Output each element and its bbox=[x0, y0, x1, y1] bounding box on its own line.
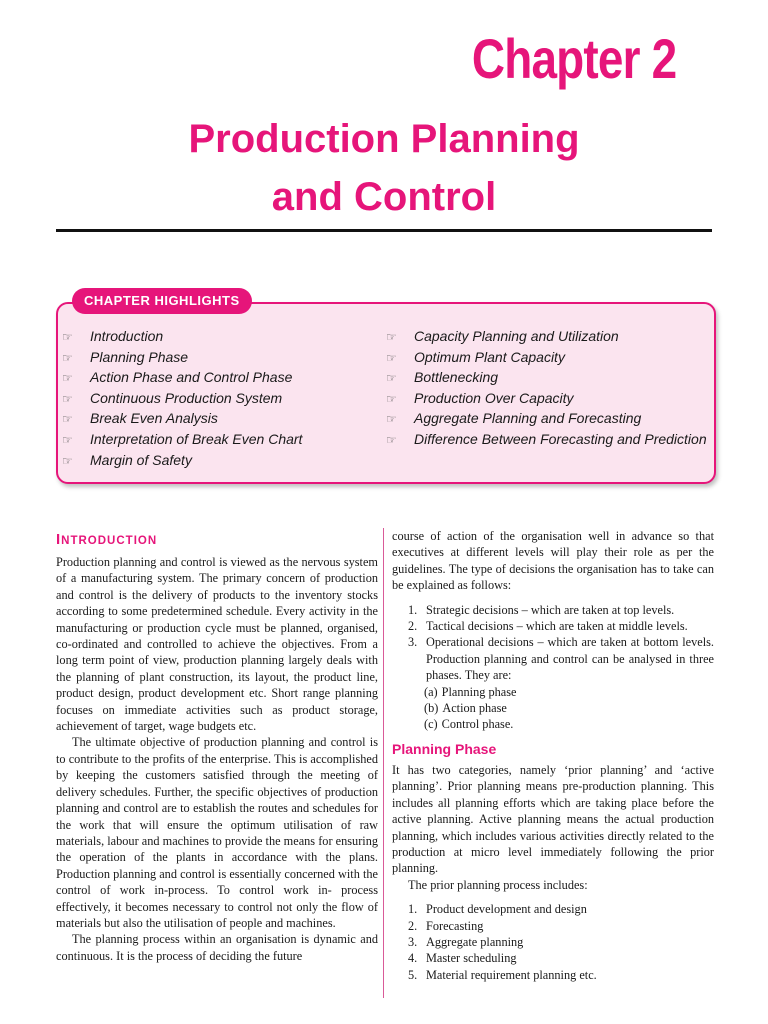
list-item bbox=[392, 918, 714, 934]
list-item bbox=[392, 950, 714, 966]
highlight-item-label: Production Over Capacity bbox=[414, 389, 574, 406]
list-item bbox=[392, 934, 714, 950]
list-item bbox=[392, 684, 714, 700]
list-item-text: Product development and design bbox=[426, 902, 587, 917]
intro-paragraph-1: Production planning and control is viewed as the nervous system of a manufacturing system. The primary concern of production and control is the delivery of products to the inventory stocks according to some predetermined schedule. Every activity in the manufacturing or production cycle must be planned, organised, co-ordinated and controlled to achieve the objectives. From a long term point of view, production planning largely deals with the planning of plant construction, its layout, the product line, product design, product development etc. Short range planning focuses on immediate activities such as product storage, achievement of target, wage budgets etc. bbox=[56, 555, 378, 734]
list-item-text: Strategic decisions – which are taken at top levels. bbox=[426, 602, 675, 617]
title-rule bbox=[56, 229, 712, 232]
highlight-item bbox=[62, 388, 302, 409]
list-item-text: Master scheduling bbox=[426, 951, 517, 966]
highlight-item bbox=[62, 367, 302, 388]
prior-planning-list bbox=[392, 901, 714, 983]
right-column bbox=[392, 528, 714, 983]
pointing-hand-icon: ☞ bbox=[386, 432, 397, 447]
pointing-hand-icon: ☞ bbox=[62, 350, 73, 365]
list-item bbox=[392, 700, 714, 716]
highlight-item bbox=[386, 367, 707, 388]
list-marker: 1. bbox=[408, 902, 418, 917]
highlight-item bbox=[386, 326, 707, 347]
list-marker: 2. bbox=[408, 918, 418, 933]
highlight-item bbox=[62, 326, 302, 347]
list-item bbox=[392, 967, 714, 983]
highlight-item-label: Difference Between Forecasting and Prediction bbox=[414, 430, 707, 447]
pointing-hand-icon: ☞ bbox=[386, 330, 397, 344]
list-item-text: Forecasting bbox=[426, 918, 484, 933]
introduction-heading: INTRODUCTION bbox=[56, 531, 158, 548]
list-marker: 3. bbox=[408, 635, 418, 650]
phases-list bbox=[392, 684, 714, 733]
chapter-title bbox=[0, 110, 768, 226]
planning-paragraph-1: It has two categories, namely ‘prior planning’ and ‘active planning’. Prior planning means pre-production planning. This includes all planning efforts which are taking place before the active planning. Active planning means the actual production planning, which includes various activities directly related to the production at micro level immediately following the prior planning. bbox=[392, 762, 714, 876]
left-column bbox=[56, 528, 378, 964]
list-item-text: Planning phase bbox=[441, 684, 517, 699]
pointing-hand-icon: ☞ bbox=[386, 412, 397, 427]
intro-paragraph-2: The ultimate objective of production planning and control is to contribute to the profits of the enterprise. This is accomplished by keeping the customers satisfied through the meeting of delivery schedules. Further, the specific objectives of production planning and control are to establish the routes and schedules for the work that will ensure the optimum utilisation of raw materials, labour and machines to provide the means for ensuring the operation of the plants in accordance with the plans. Production planning and control is essentially concerned with the control of work in-process. To control work in- process effectively, it becomes necessary to control not only the flow of materials but also the utilisation of people and machines. bbox=[56, 735, 378, 930]
pointing-hand-icon: ☞ bbox=[62, 453, 73, 468]
intro-paragraph-3: The planning process within an organisation is dynamic and continuous. It is the process of deciding the future bbox=[56, 932, 378, 963]
list-item bbox=[392, 634, 714, 683]
list-marker: 1. bbox=[408, 602, 418, 617]
highlight-item-label: Break Even Analysis bbox=[90, 410, 218, 427]
highlight-item-label: Optimum Plant Capacity bbox=[414, 348, 565, 365]
highlights-right-list bbox=[386, 326, 707, 450]
highlight-item-label: Action Phase and Control Phase bbox=[90, 369, 293, 386]
list-item bbox=[392, 618, 714, 634]
chapter-highlights-heading: CHAPTER HIGHLIGHTS bbox=[72, 288, 252, 314]
highlight-item-label: Capacity Planning and Utilization bbox=[414, 328, 619, 344]
highlight-item bbox=[62, 347, 302, 368]
pointing-hand-icon: ☞ bbox=[62, 412, 73, 427]
highlight-item bbox=[386, 388, 707, 409]
highlight-item-label: Continuous Production System bbox=[90, 389, 283, 406]
highlights-left-list bbox=[62, 326, 302, 470]
highlight-item bbox=[386, 429, 707, 450]
highlight-item bbox=[386, 347, 707, 368]
list-marker: 4. bbox=[408, 951, 418, 966]
list-marker: 3. bbox=[408, 934, 418, 949]
highlight-item bbox=[62, 450, 302, 471]
planning-phase-heading: Planning Phase bbox=[392, 740, 497, 757]
pointing-hand-icon: ☞ bbox=[386, 371, 397, 386]
column-divider bbox=[383, 528, 384, 998]
highlight-item-label: Introduction bbox=[90, 328, 164, 344]
highlight-item-label: Margin of Safety bbox=[90, 451, 192, 468]
pointing-hand-icon: ☞ bbox=[386, 391, 397, 406]
highlight-item-label: Bottlenecking bbox=[414, 369, 499, 386]
list-item-text: Action phase bbox=[442, 701, 507, 716]
highlight-item-label: Aggregate Planning and Forecasting bbox=[414, 410, 642, 427]
highlight-item bbox=[62, 408, 302, 429]
planning-paragraph-2: The prior planning process includes: bbox=[408, 877, 588, 892]
highlight-item bbox=[386, 408, 707, 429]
decisions-list bbox=[392, 602, 714, 684]
list-marker: (b) bbox=[424, 701, 439, 716]
list-item-text: Aggregate planning bbox=[426, 934, 524, 949]
pointing-hand-icon: ☞ bbox=[386, 350, 397, 365]
decisions-intro-paragraph: course of action of the organisation well in advance so that executives at different levels will play their role as per the guidelines. The type of decisions the organisation has to take can be explained as follows: bbox=[392, 529, 714, 593]
list-item-text: Material requirement planning etc. bbox=[426, 967, 597, 982]
list-marker: (c) bbox=[424, 717, 438, 732]
list-item-text: Operational decisions – which are taken at bottom levels. Production planning and control can be analysed in three phases. They are: bbox=[426, 635, 714, 683]
list-item bbox=[392, 602, 714, 618]
list-marker: 5. bbox=[408, 967, 418, 982]
list-marker: (a) bbox=[424, 684, 438, 699]
pointing-hand-icon: ☞ bbox=[62, 391, 73, 406]
pointing-hand-icon: ☞ bbox=[62, 432, 73, 447]
pointing-hand-icon: ☞ bbox=[62, 371, 73, 386]
chapter-title-line2: and Control bbox=[271, 175, 497, 219]
list-item-text: Tactical decisions – which are taken at middle levels. bbox=[426, 619, 688, 634]
list-item bbox=[392, 716, 714, 732]
list-item-text: Control phase. bbox=[441, 717, 514, 732]
chapter-title-line1: Production Planning bbox=[188, 117, 580, 161]
highlight-item-label: Interpretation of Break Even Chart bbox=[90, 430, 303, 447]
pointing-hand-icon: ☞ bbox=[62, 330, 73, 344]
list-marker: 2. bbox=[408, 619, 418, 634]
highlight-item-label: Planning Phase bbox=[90, 348, 189, 365]
highlight-item bbox=[62, 429, 302, 450]
chapter-number: Chapter 2 bbox=[471, 27, 676, 90]
list-item bbox=[392, 901, 714, 917]
